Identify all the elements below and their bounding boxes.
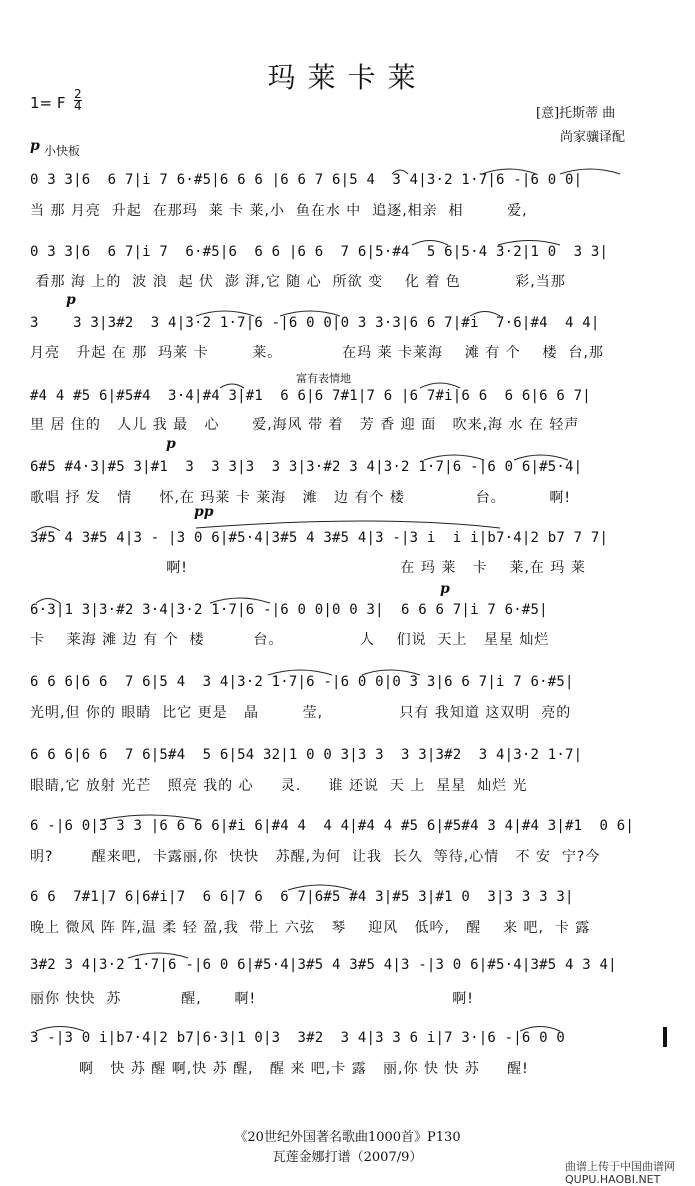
dynamic-p-2: p [66,292,76,308]
lyrics-line-11: 晚上 微风 阵 阵,温 柔 轻 盈,我 带上 六弦 琴 迎风 低吟, 醒 来 吧, 卡 露 [30,920,591,936]
melody-line-13: 3 -|3 0 i|b7·4|2 b7|6·3|1 0|3 3#2 3 4|3 3 6 i|7 3·|6 -|6 0 0 [30,1030,565,1046]
lyrics-line-2: 看那 海 上的 波 浪 起 伏 澎 湃,它 随 心 所欲 变 化 着 色 彩,当那 [30,274,566,290]
lyrics-line-13: 啊 快 苏 醒 啊,快 苏 醒, 醒 来 吧,卡 露 丽,你 快 快 苏 醒! [30,1061,529,1077]
melody-line-2: 0 3 3|6 6 7|i 7 6·#5|6 6 6 |6 6 7 6|5·#4 5 6|5·4 3·2|1 0 3 3| [30,244,609,260]
watermark-line-2: QUPU.HAOBI.NET [565,1173,661,1186]
source-citation: 《20世纪外国著名歌曲1000首》P130 [234,1130,461,1145]
lyrics-line-7: 卡 莱海 滩 边 有 个 楼 台。 人 们说 天上 星星 灿烂 [30,632,550,648]
lyrics-line-1: 当 那 月亮 升起 在那玛 莱 卡 莱,小 鱼在水 中 追逐,相亲 相 爱, [30,203,528,219]
watermark-line-1: 曲谱上传于中国曲谱网 [565,1160,675,1173]
key-signature: 1= F [30,94,66,112]
expression-marking: 富有表情地 [296,372,351,385]
melody-line-7: 6·3|1 3|3·#2 3·4|3·2 1·7|6 -|6 0 0|0 0 3| 6 6 6 7|i 7 6·#5| [30,602,548,618]
time-bottom: 4 [74,99,82,113]
song-title: 玛莱卡莱 [267,61,428,94]
dynamic-p-4: p [440,581,450,597]
lyrics-line-8: 光明,但 你的 眼睛 比它 更是 晶 莹, 只有 我知道 这双明 亮的 [30,705,572,721]
slur-arc [196,521,500,528]
final-barline [663,1027,667,1047]
time-signature [74,89,82,112]
melody-line-9: 6 6 6|6 6 7 6|5#4 5 6|54 32|1 0 0 3|3 3 3 3|3#2 3 4|3·2 1·7| [30,747,583,763]
lyrics-line-4: 里 居 住的 人儿 我 最 心 爱,海风 带 着 芳 香 迎 面 吹来,海 水 在 轻声 [30,417,580,433]
melody-line-4: #4 4 #5 6|#5#4 3·4|#4 3|#1 6 6|6 7#1|7 6 |6 7#i|6 6 6 6|6 6 7| [30,388,591,404]
time-top: 2 [74,87,82,101]
melody-line-3: 3 3 3|3#2 3 4|3·2 1·7|6 -|6 0 0|0 3 3·3|6 6 7|#i 7·6|#4 4 4| [30,315,600,331]
dynamic-p-3: p [166,436,176,452]
melody-line-1: 0 3 3|6 6 7|i 7 6·#5|6 6 6 |6 6 7 6|5 4 3 4|3·2 1·7|6 -|6 0 0| [30,172,583,188]
melody-line-6: 3#5 4 3#5 4|3 - |3 0 6|#5·4|3#5 4 3#5 4|3 -|3 i i i|b7·4|2 b7 7 7| [30,530,609,546]
melody-line-11: 6 6 7#1|7 6|6#i|7 6 6|7 6 6 7|6#5 #4 3|#5 3|#1 0 3|3 3 3 3| [30,889,574,905]
dynamic-p-1: p [30,138,40,154]
lyrics-line-12: 丽你 快快 苏 醒, 啊! 啊! [30,991,474,1007]
transcriber-credit: 瓦莲金娜打谱（2007/9） [272,1150,423,1165]
lyrics-line-9: 眼睛,它 放射 光芒 照亮 我的 心 灵. 谁 还说 天 上 星星 灿烂 光 [30,778,528,794]
melody-line-8: 6 6 6|6 6 7 6|5 4 3 4|3·2 1·7|6 -|6 0 0|0 3 3|6 6 7|i 7 6·#5| [30,674,574,690]
site-watermark [565,1160,675,1186]
lyrics-line-5: 歌唱 抒 发 情 怀,在 玛莱 卡 莱海 滩 边 有个 楼 台。 啊! [30,490,571,506]
melody-line-5: 6#5 #4·3|#5 3|#1 3 3 3|3 3 3|3·#2 3 4|3·2 1·7|6 -|6 0 6|#5·4| [30,459,583,475]
tempo-marking: 小快板 [44,144,81,158]
melody-line-10: 6 -|6 0|3 3 3 |6 6 6 6|#i 6|#4 4 4 4|#4 4 #5 6|#5#4 3 4|#4 3|#1 0 6| [30,818,635,834]
lyrics-line-3: 月亮 升起 在 那 玛莱 卡 莱。 在玛 莱 卡莱海 滩 有 个 楼 台,那 [30,345,604,361]
melody-line-12: 3#2 3 4|3·2 1·7|6 -|6 0 6|#5·4|3#5 4 3#5 4|3 -|3 0 6|#5·4|3#5 4 3 4| [30,957,617,973]
composer-credit: [意]托斯蒂 曲 [536,106,616,121]
lyrics-line-10: 明? 醒来吧, 卡露丽,你 快快 苏醒,为何 让我 长久 等待,心情 不 安 宁?今 [30,849,601,865]
lyrics-line-6: 啊! 在 玛 莱 卡 莱,在 玛 莱 [30,560,586,576]
arranger-credit: 尚家骧译配 [560,130,626,145]
dynamic-pp: pp [194,504,214,520]
